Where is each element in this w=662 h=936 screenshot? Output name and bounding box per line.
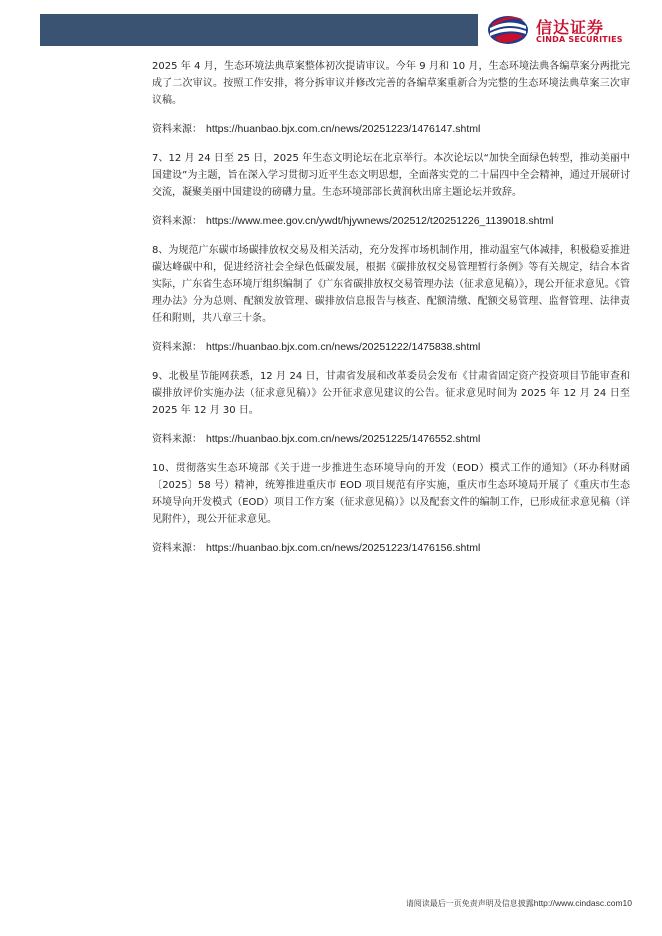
footer-disclaimer: 请阅读最后一页免责声明及信息披露 (405, 899, 534, 908)
source-link[interactable]: https://huanbao.bjx.com.cn/news/20251223/1476156.shtml (206, 542, 481, 554)
source-link[interactable]: https://huanbao.bjx.com.cn/news/20251225/1476552.shtml (206, 433, 481, 445)
footer-link[interactable]: http://www.cindasc.com (533, 898, 623, 908)
logo-chinese-name: 信达证券 (536, 18, 605, 37)
source-label: 资料来源： (152, 124, 202, 135)
logo-english-name: CINDA SECURITIES (536, 35, 623, 44)
source-label: 资料来源： (152, 342, 202, 353)
source-line (152, 540, 630, 557)
news-item-text: 9、北极星节能网获悉，12 月 24 日，甘肃省发展和改革委员会发布《甘肃省固定资产投资项目节能审查和碳排放评价实施办法（征求意见稿）》公开征求意见建议的公告。征求意见时间为 2025 年 12 月 24 日至 2025 年 12 月 30 日。 (152, 371, 630, 416)
source-label: 资料来源： (152, 216, 202, 227)
brand-logo (486, 12, 646, 48)
source-link[interactable]: https://www.mee.gov.cn/ywdt/hjywnews/202512/t20251226_1139018.shtml (206, 215, 554, 227)
header-bar (40, 14, 478, 46)
news-item-text: 7、12 月 24 日至 25 日，2025 年生态文明论坛在北京举行。本次论坛以“加快全面绿色转型，推动美丽中国建设”为主题，旨在深入学习贯彻习近平生态文明思想，全面落实党的二十届四中全会精神，通过开展研讨交流，凝聚美丽中国建设的磅礴力量。生态环境部部长黄润秋出席主题论坛并致辞。 (152, 153, 630, 198)
source-link[interactable]: https://huanbao.bjx.com.cn/news/20251223/1476147.shtml (206, 123, 481, 135)
news-content (152, 58, 630, 557)
page-footer (406, 898, 632, 909)
source-line (152, 213, 630, 230)
source-line (152, 339, 630, 356)
news-item-text: 2025 年 4 月，生态环境法典草案整体初次提请审议。今年 9 月和 10 月，生态环境法典各编草案分两批完成了二次审议。按照工作安排，将分拆审议并修改完善的各编草案重新合为完整的生态环境法典草案三次审议稿。 (152, 61, 630, 106)
source-line (152, 121, 630, 138)
source-line (152, 431, 630, 448)
page-number: 10 (622, 898, 632, 908)
source-label: 资料来源： (152, 434, 202, 445)
cinda-logo-icon (486, 14, 530, 46)
news-item-text: 10、贯彻落实生态环境部《关于进一步推进生态环境导向的开发（EOD）模式工作的通知》（环办科财函〔2025〕58 号）精神，统筹推进重庆市 EOD 项目规范有序实施，重庆市生态环境局开展了《重庆市生态环境导向开发模式（EOD）项目工作方案（征求意见稿）》以及配套文件的编制工作，已形成征求意见稿（详见附件），现公开征求意见。 (152, 463, 630, 525)
source-label: 资料来源： (152, 543, 202, 554)
news-item-text: 8、为规范广东碳市场碳排放权交易及相关活动，充分发挥市场机制作用，推动温室气体减排，积极稳妥推进碳达峰碳中和，促进经济社会全绿色低碳发展，根据《碳排放权交易管理暂行条例》等有关规定，结合本省实际，广东省生态环境厅组织编制了《广东省碳排放权交易管理办法（征求意见稿）》，现公开征求意见。《管理办法》分为总则、配额发放管理、碳排放信息报告与核查、配额清缴、配额交易管理、监督管理、法律责任和附则，共八章三十条。 (152, 245, 630, 324)
source-link[interactable]: https://huanbao.bjx.com.cn/news/20251222/1475838.shtml (206, 341, 481, 353)
